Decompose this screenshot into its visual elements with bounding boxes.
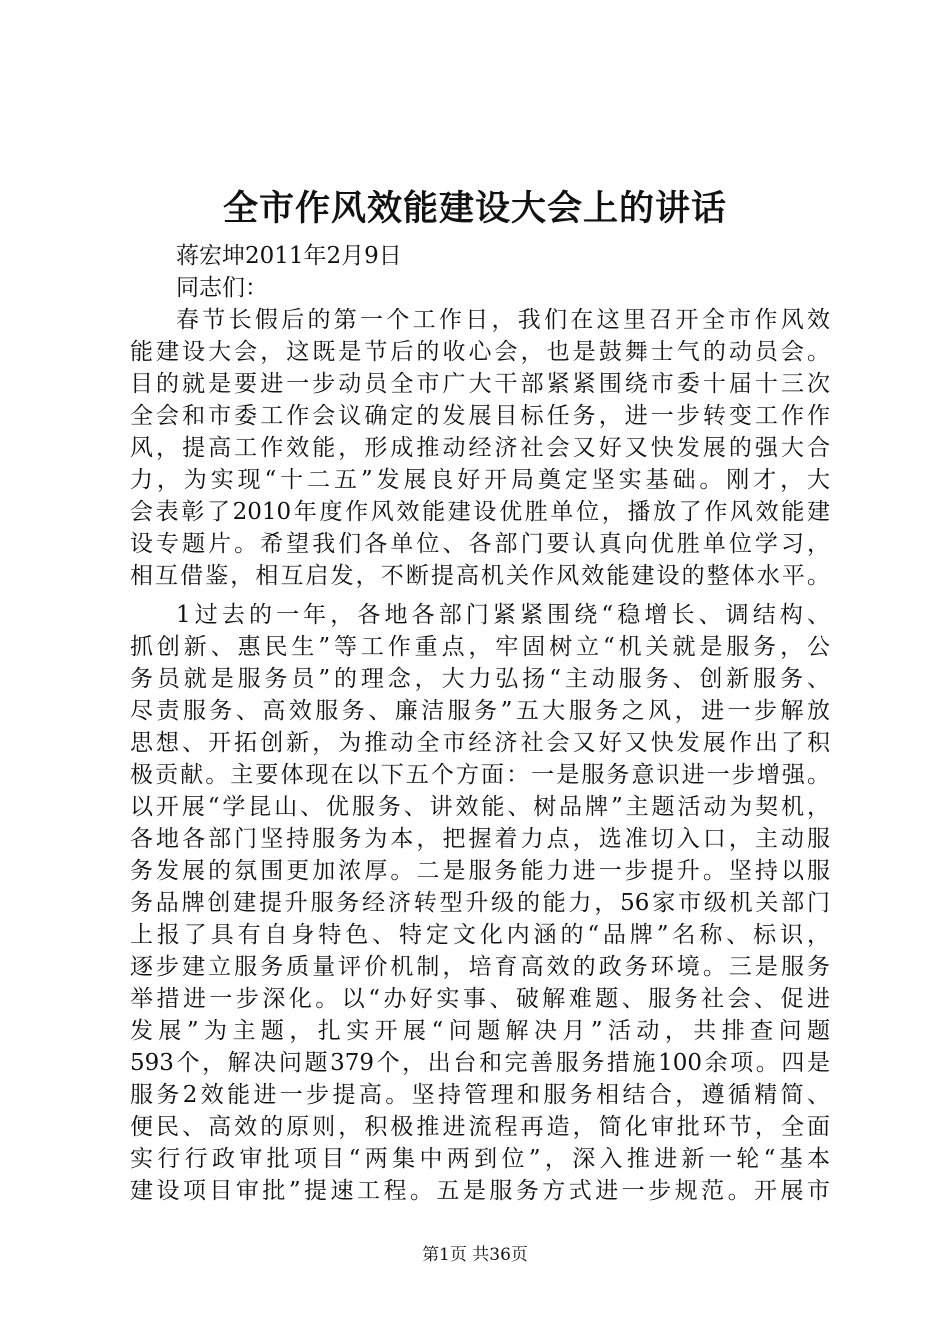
paragraph-line: 抓创新、惠民生”等工作重点，牢固树立“机关就是服务，公: [130, 634, 830, 660]
paragraph-line: 全会和市委工作会议确定的发展目标任务，进一步转变工作作: [130, 403, 830, 429]
paragraph-1: [130, 304, 830, 592]
paragraph-line: 尽责服务、高效服务、廉洁服务”五大服务之风，进一步解放: [130, 698, 830, 724]
paragraph-line: 举措进一步深化。以“办好实事、破解难题、服务社会、促进: [130, 986, 830, 1012]
paragraph-line: 风，提高工作效能，形成推动经济社会又好又快发展的强大合: [130, 435, 830, 461]
paragraph-line: 务发展的氛围更加浓厚。二是服务能力进一步提升。坚持以服: [130, 858, 830, 884]
paragraph-line: 实行行政审批项目“两集中两到位”，深入推进新一轮“基本: [130, 1146, 830, 1172]
paragraph-line: 设专题片。希望我们各单位、各部门要认真向优胜单位学习，: [130, 531, 830, 557]
paragraph-line: 各地各部门坚持服务为本，把握着力点，选准切入口，主动服: [130, 826, 830, 852]
paragraph-line: 逐步建立服务质量评价机制，培育高效的政务环境。三是服务: [130, 954, 830, 980]
paragraph-line: 593个，解决问题379个，出台和完善服务措施100余项。四是: [130, 1050, 830, 1076]
paragraph-2: [130, 599, 830, 1207]
paragraph-line: 极贡献。主要体现在以下五个方面：一是服务意识进一步增强。: [130, 762, 830, 788]
salutation: 同志们：: [176, 275, 268, 301]
paragraph-line: 服务2效能进一步提高。坚持管理和服务相结合，遵循精简、: [130, 1082, 830, 1108]
paragraph-line: 1过去的一年，各地各部门紧紧围绕“稳增长、调结构、: [176, 602, 830, 628]
paragraph-line: 力，为实现“十二五”发展良好开局奠定坚实基础。刚才，大: [130, 467, 830, 493]
paragraph-line: 相互借鉴，相互启发，不断提高机关作风效能建设的整体水平。: [130, 563, 830, 589]
paragraph-line: 务品牌创建提升服务经济转型升级的能力，56家市级机关部门: [130, 890, 830, 916]
paragraph-line: 会表彰了2010年度作风效能建设优胜单位，播放了作风效能建: [130, 499, 830, 525]
paragraph-line: 上报了具有自身特色、特定文化内涵的“品牌”名称、标识，: [130, 922, 830, 948]
paragraph-line: 春节长假后的第一个工作日，我们在这里召开全市作风效: [176, 307, 830, 333]
paragraph-line: 以开展“学昆山、优服务、讲效能、树品牌”主题活动为契机，: [130, 794, 830, 820]
byline: 蒋宏坤2011年2月9日: [176, 243, 402, 269]
paragraph-line: 发展”为主题，扎实开展“问题解决月”活动，共排查问题: [130, 1018, 830, 1044]
paragraph-line: 能建设大会，这既是节后的收心会，也是鼓舞士气的动员会。: [130, 339, 830, 365]
paragraph-line: 务员就是服务员”的理念，大力弘扬“主动服务、创新服务、: [130, 666, 830, 692]
paragraph-line: 建设项目审批”提速工程。五是服务方式进一步规范。开展市: [130, 1178, 830, 1204]
paragraph-line: 便民、高效的原则，积极推进流程再造，简化审批环节，全面: [130, 1114, 830, 1140]
paragraph-line: 目的就是要进一步动员全市广大干部紧紧围绕市委十届十三次: [130, 371, 830, 397]
paragraph-line: 思想、开拓创新，为推动全市经济社会又好又快发展作出了积: [130, 730, 830, 756]
page-footer: 第1页 共36页: [422, 1245, 528, 1265]
page-title: 全市作风效能建设大会上的讲话: [222, 188, 727, 229]
